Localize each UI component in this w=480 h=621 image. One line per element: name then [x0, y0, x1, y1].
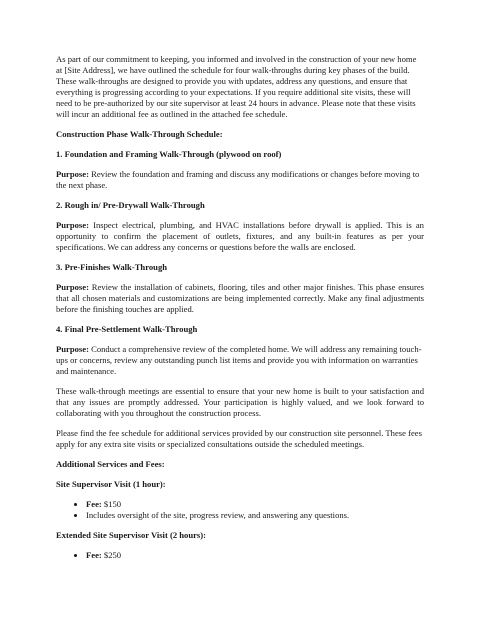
purpose-label: Purpose: [56, 169, 89, 179]
list-item: • Includes oversight of the site, progress review, and answering any questions. [86, 510, 424, 521]
fee-value: $150 [103, 499, 122, 509]
purpose-text: Review the foundation and framing and discuss any modifications or changes before moving to the next phase. [56, 169, 420, 190]
walkthrough-2-purpose [56, 220, 424, 253]
service-1-list [56, 499, 424, 521]
purpose-label: Purpose: [56, 220, 89, 230]
purpose-text: Conduct a comprehensive review of the completed home. We will address any remaining touch-ups or concerns, review any outstanding punch list items and provide you with information on warranties and maintenance. [56, 344, 422, 376]
fee-value: $250 [103, 550, 122, 560]
walkthrough-3-purpose [56, 282, 424, 315]
service-1-title: Site Supervisor Visit (1 hour): [56, 479, 166, 489]
walkthrough-2-title: 2. Rough in/ Pre-Drywall Walk-Through [56, 200, 205, 210]
purpose-text: Review the installation of cabinets, flooring, tiles and other major finishes. This phase ensures that all chosen materials and customizations are being implemented correctly. Make any final adjustments before the finishing touches are applied. [56, 282, 424, 314]
intro-paragraph: As part of our commitment to keeping, you informed and involved in the construction of your new home at [Site Address], we have outlined the schedule for four walk-throughs during key phases of the build. These walk-throughs are designed to provide you with updates, address any questions, and ensure that everything is progressing according to your expectations. If you require additional site visits, these will need to be pre-authorized by our site supervisor at least 24 hours in advance. Please note that these visits will incur an additional fee as outlined in the attached fee schedule. [56, 54, 417, 119]
list-item [86, 550, 424, 561]
closing-paragraph-1: These walk-through meetings are essential to ensure that your new home is built to your satisfaction and that any issues are promptly addressed. Your participation is highly valued, and we look forward to collaborating with you throughout the construction process. [56, 386, 424, 418]
purpose-label: Purpose: [56, 282, 89, 292]
fees-heading: Additional Services and Fees: [56, 459, 165, 469]
fee-label: Fee: [86, 550, 102, 560]
walkthrough-3-title: 3. Pre-Finishes Walk-Through [56, 262, 168, 272]
service-2-list [56, 550, 424, 561]
purpose-label: Purpose: [56, 344, 89, 354]
purpose-text: Inspect electrical, plumbing, and HVAC installations before drywall is applied. This is an opportunity to confirm the placement of outlets, fixtures, and any built-in features as per your specifications. We can address any concerns or questions before the walls are enclosed. [56, 220, 424, 252]
schedule-heading: Construction Phase Walk-Through Schedule: [56, 129, 223, 139]
closing-paragraph-2: Please find the fee schedule for additional services provided by our construction site personnel. These fees apply for any extra site visits or specialized consultations outside the scheduled meetings. [56, 428, 422, 449]
fee-label: Fee: [86, 499, 102, 509]
walkthrough-1-title: 1. Foundation and Framing Walk-Through (plywood on roof) [56, 149, 282, 159]
walkthrough-4-purpose [56, 344, 424, 377]
service-2-title: Extended Site Supervisor Visit (2 hours): [56, 530, 207, 540]
list-item [86, 499, 424, 510]
walkthrough-4-title: 4. Final Pre-Settlement Walk-Through [56, 324, 198, 334]
walkthrough-1-purpose [56, 169, 424, 191]
